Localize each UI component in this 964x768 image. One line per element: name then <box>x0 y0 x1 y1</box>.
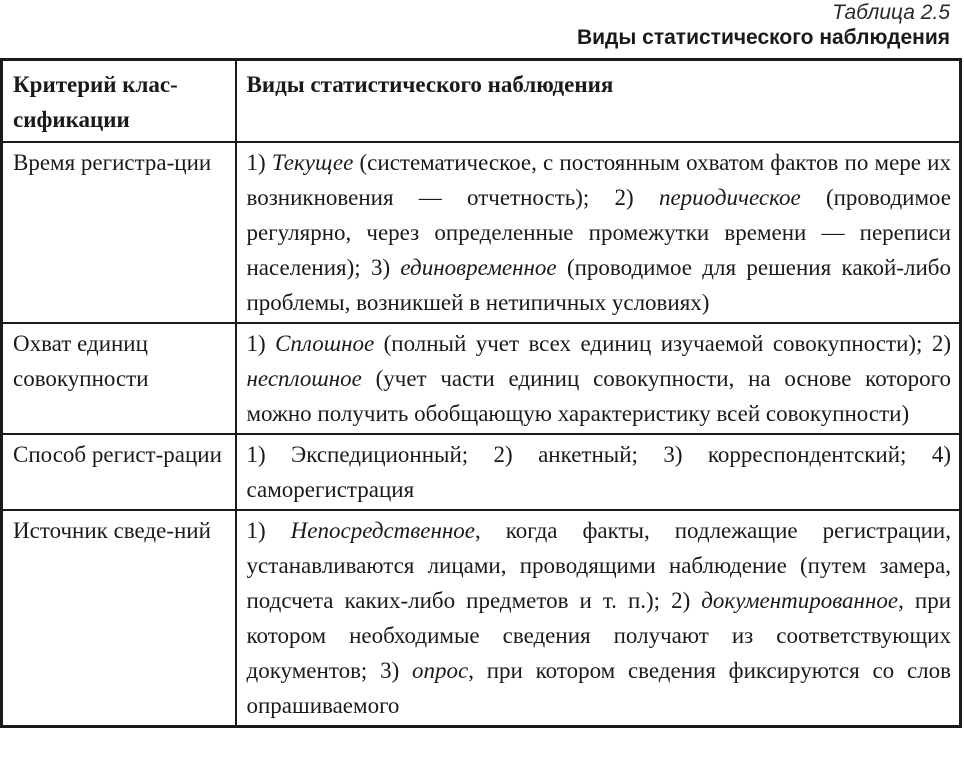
type-description: (систематическое, с постоянным охватом фактов по мере их возникновения — отчетность); 2) <box>246 150 951 210</box>
header-types: Виды статистического наблюдения <box>236 60 961 143</box>
table-row <box>2 510 961 727</box>
header-criterion: Критерий клас-сификации <box>2 60 236 143</box>
type-description: , когда факты, подлежащие регистрации, устанавливаются лицами, проводящими наблюдение (путем замера, подсчета каких-либо предметов и т. п.); 2) <box>246 518 951 613</box>
type-term: несплошное <box>246 366 362 391</box>
table-body <box>2 142 961 727</box>
type-description: 1) <box>246 150 272 175</box>
type-term: периодическое <box>658 185 801 210</box>
criterion-cell: Время регистра-ции <box>2 142 236 323</box>
table-number: Таблица 2.5 <box>832 1 950 24</box>
types-cell <box>236 323 961 434</box>
criterion-cell: Охват единиц совокупности <box>2 323 236 434</box>
type-description: 1) <box>246 331 276 356</box>
type-description: 1) Экспедиционный; 2) анкетный; 3) корреспондентский; 4) саморегистрация <box>246 442 951 502</box>
observation-types-table <box>0 58 962 728</box>
types-cell <box>236 434 961 510</box>
table-row <box>2 434 961 510</box>
type-description: 1) <box>246 518 291 543</box>
table-caption <box>577 0 950 51</box>
type-term: единовременное <box>400 255 557 280</box>
type-term: Сплошное <box>275 331 375 356</box>
types-cell <box>236 510 961 727</box>
table-row <box>2 323 961 434</box>
table-row <box>2 142 961 323</box>
type-term: опрос <box>412 658 469 683</box>
type-description: (проводимое регулярно, через определенные промежутки времени — переписи населения); 3) <box>246 185 952 280</box>
type-description: (учет части единиц совокупности, на основе которого можно получить обобщающую характеристику всей совокупности) <box>246 366 951 426</box>
table-title: Виды статистического наблюдения <box>576 26 950 49</box>
type-description: (проводимое для решения какой-либо проблемы, возникшей в нетипичных условиях) <box>246 255 951 315</box>
header-row <box>2 60 961 143</box>
type-term: Текущее <box>271 150 354 175</box>
criterion-cell: Источник сведе-ний <box>2 510 236 727</box>
type-description: , при котором необходимые сведения получают из соответствующих документов; 3) <box>246 588 951 683</box>
type-term: документированное <box>701 588 899 613</box>
criterion-cell: Способ регист-рации <box>2 434 236 510</box>
type-term: Непосредственное <box>290 518 476 543</box>
type-description: , при котором сведения фиксируются со слов опрашиваемого <box>246 658 951 718</box>
type-description: (полный учет всех единиц изучаемой совокупности); 2) <box>374 331 951 356</box>
types-cell <box>236 142 961 323</box>
